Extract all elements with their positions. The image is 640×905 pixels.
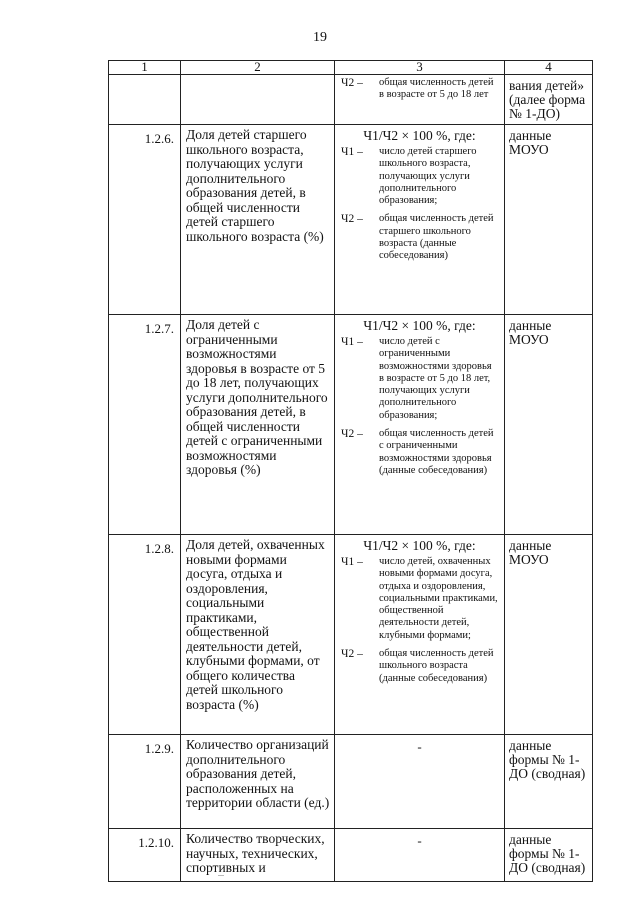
variable-definition [335, 648, 504, 685]
variable-symbol: Ч2 – [341, 648, 363, 661]
variable-symbol: Ч1 – [341, 146, 363, 158]
formula: Ч1/Ч2 × 100 %, где: [363, 128, 476, 143]
indicator-number: 1.2.8. [109, 535, 181, 735]
variable-text: общая численность детей старшего школьного возраста (данные собеседования) [379, 213, 494, 262]
indicator-number: 1.2.7. [109, 315, 181, 535]
variable-text: общая численность детей с ограниченными возможностями здоровья (данные собеседования) [379, 428, 494, 476]
formula: - [417, 833, 422, 848]
table-row [109, 315, 593, 535]
table-row [109, 535, 593, 735]
indicator-description: Количество творческих, научных, технических, спортивных и [181, 829, 335, 882]
variable-symbol: Ч1 – [341, 556, 363, 568]
calculation-cell [335, 315, 505, 535]
variable-definition [335, 428, 504, 477]
variable-text: число детей старшего школьного возраста, получающих услуги дополнительного образования; [379, 146, 477, 207]
indicator-description: Доля детей, охваченных новыми формами досуга, отдыха и оздоровления, социальными практиками, общественной деятельности детей, клубными формами, от общего количества детей школьного возраста (%) [181, 535, 335, 735]
column-header: 3 [335, 61, 505, 75]
table-row [109, 735, 593, 829]
table-header-row [109, 61, 593, 75]
indicator-number: 1.2.10. [109, 829, 181, 882]
indicator-number: 1.2.9. [109, 735, 181, 829]
calculation-cell [335, 735, 505, 829]
formula: Ч1/Ч2 × 100 %, где: [363, 318, 476, 333]
variable-text: общая численность детей школьного возраста (данные собеседования) [379, 648, 494, 684]
calculation-cell [335, 125, 505, 315]
column-header: 2 [181, 61, 335, 75]
variable-symbol: Ч2 – [341, 428, 363, 441]
indicator-description: Количество организаций дополнительного образования детей, расположенных на территории области (ед.) [181, 735, 335, 829]
column-header: 1 [109, 61, 181, 75]
variable-symbol: Ч2 – [341, 77, 363, 89]
indicator-description [181, 75, 335, 125]
calculation-cell [335, 829, 505, 882]
variable-definition [335, 336, 504, 422]
variable-text: общая численность детей в возрасте от 5 до 18 лет [379, 77, 494, 101]
data-source: данные формы № 1-ДО (сводная) [505, 829, 593, 882]
table-row [109, 125, 593, 315]
formula: - [417, 739, 422, 754]
variable-definition [335, 556, 504, 642]
data-source: данные МОУО [505, 125, 593, 315]
variable-definition [335, 146, 504, 207]
indicators-table [108, 60, 593, 882]
page-number: 19 [313, 30, 327, 45]
formula: Ч1/Ч2 × 100 %, где: [363, 538, 476, 553]
variable-symbol: Ч1 – [341, 336, 363, 348]
data-source: вания детей» (далее форма № 1-ДО) [505, 75, 593, 125]
data-source: данные МОУО [505, 315, 593, 535]
indicator-description: Доля детей с ограниченными возможностями здоровья в возрасте от 5 до 18 лет, получающих услуги дополнительного образования детей, в общей численности детей с ограниченными возможностями здоровья (%) [181, 315, 335, 535]
table-row [109, 75, 593, 125]
indicator-description: Доля детей старшего школьного возраста, получающих услуги дополнительного образования детей, в общей численности детей старшего школьного возраста (%) [181, 125, 335, 315]
table-row [109, 829, 593, 882]
data-source: данные МОУО [505, 535, 593, 735]
variable-text: число детей, охваченных новыми формами досуга, отдыха и оздоровления, социальными практиками, общественной деятельности детей, клубными формами; [379, 556, 498, 641]
indicator-number: 1.2.6. [109, 125, 181, 315]
scan-mark [218, 875, 224, 876]
calculation-cell [335, 75, 505, 125]
variable-definition [335, 77, 504, 102]
calculation-cell [335, 535, 505, 735]
variable-text: число детей с ограниченными возможностями здоровья в возрасте от 5 до 18 лет, получающих услуги дополнительного образования; [379, 336, 492, 421]
indicator-number [109, 75, 181, 125]
data-source: данные формы № 1-ДО (сводная) [505, 735, 593, 829]
column-header: 4 [505, 61, 593, 75]
variable-definition [335, 213, 504, 262]
variable-symbol: Ч2 – [341, 213, 363, 226]
